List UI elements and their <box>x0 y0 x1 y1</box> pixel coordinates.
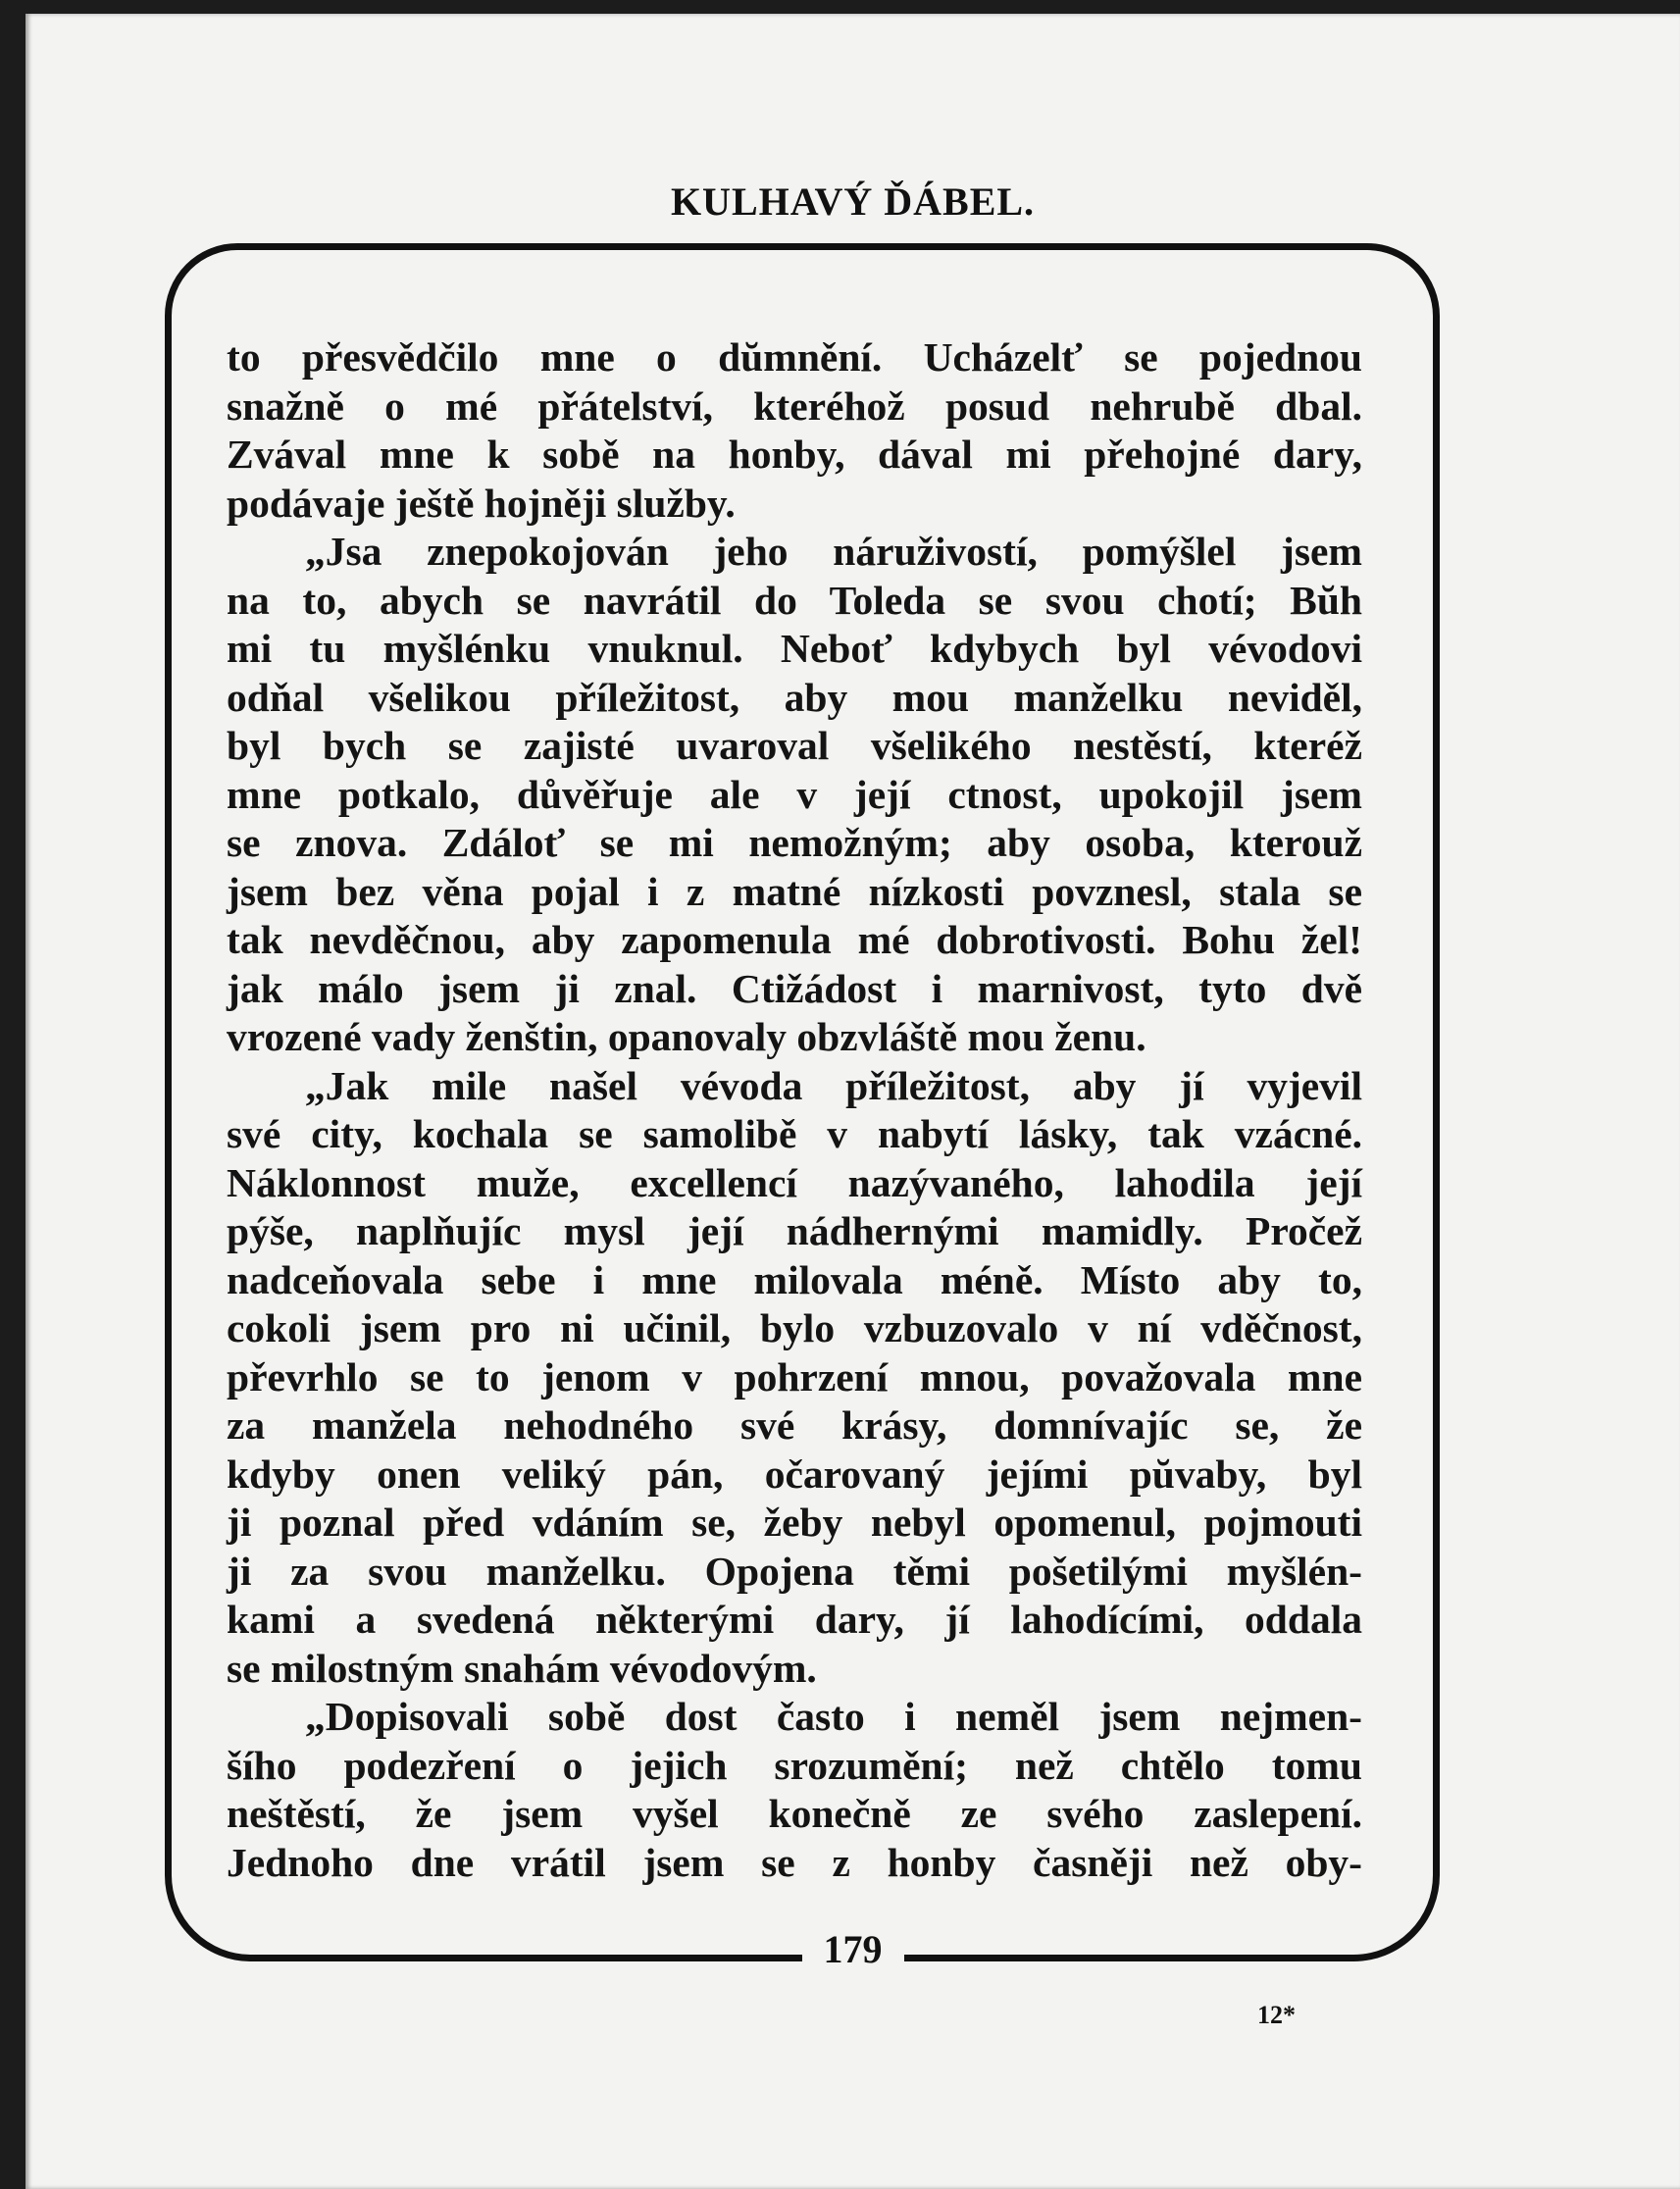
page-number-row <box>25 1926 1680 1972</box>
text-line: jak málo jsem ji znal. Ctižádost i marnivost, tyto dvě <box>227 965 1362 1011</box>
text-line: „Jsa znepokojován jeho náruživostí, pomýšlel jsem <box>305 529 1362 574</box>
text-line: ji poznal před vdáním se, žeby nebyl opomenul, pojmouti <box>227 1500 1362 1545</box>
text-line: převrhlo se to jenom v pohrzení mnou, považovala mne <box>227 1353 1362 1400</box>
text-line: snažně o mé přátelství, kteréhož posud nehrubě dbal. <box>227 382 1362 429</box>
text-line: „Jak mile našel vévoda příležitost, aby jí vyjevil <box>305 1062 1362 1108</box>
book-page <box>25 14 1680 2189</box>
text-line: Zvával mne k sobě na honby, dával mi přehojné dary, <box>227 432 1362 477</box>
text-line: byl bych se zajisté uvaroval všelikého nestěstí, kteréž <box>227 723 1362 768</box>
text-line: cokoli jsem pro ni učinil, bylo vzbuzovalo v ní vděčnost, <box>227 1305 1362 1350</box>
text-line: podávaje ještě hojněji služby. <box>227 480 736 526</box>
text-line: se milostným snahám vévodovým. <box>227 1645 817 1691</box>
text-line: jsem bez věna pojal i z matné nízkosti povznesl, stala se <box>227 868 1362 914</box>
text-line: na to, abych se navrátil do Toleda se svou chotí; Bŭh <box>227 577 1362 623</box>
text-line: neštěstí, že jsem vyšel konečně ze svého zaslepení. <box>227 1791 1362 1836</box>
text-line: tak nevděčnou, aby zapomenula mé dobrotivosti. Bohu žel! <box>227 917 1362 962</box>
text-line: to přesvědčilo mne o dŭmnění. Ucházelť se pojednou <box>227 334 1362 380</box>
text-line: se znova. Zdáloť se mi nemožným; aby osoba, kterouž <box>227 820 1362 865</box>
text-line: své city, kochala se samolibě v nabytí lásky, tak vzácné. <box>227 1111 1362 1156</box>
text-line: nadceňovala sebe i mne milovala méně. Místo aby to, <box>227 1256 1362 1302</box>
signature-mark: 12* <box>1257 2001 1296 2029</box>
text-line: vrozené vady ženštin, opanovaly obzvláště mou ženu. <box>227 1014 1146 1059</box>
text-line: Náklonnost muže, excellencí nazývaného, lahodila její <box>227 1159 1362 1205</box>
text-line: „Dopisovali sobě dost často i neměl jsem nejmen- <box>305 1694 1362 1739</box>
text-line: kdyby onen veliký pán, očarovaný jejími pŭvaby, byl <box>227 1451 1362 1497</box>
body-text <box>227 333 1362 1887</box>
text-line: odňal všelikou příležitost, aby mou manželku neviděl, <box>227 674 1362 720</box>
text-line: šího podezření o jejich srozumění; než chtělo tomu <box>227 1742 1362 1788</box>
text-line: mne potkalo, důvěřuje ale v její ctnost, upokojil jsem <box>227 771 1362 817</box>
text-line: Jednoho dne vrátil jsem se z honby časněji než oby- <box>227 1839 1362 1885</box>
text-line: pýše, naplňujíc mysl její nádhernými mamidly. Pročež <box>227 1208 1362 1253</box>
text-line: kami a svedená některými dary, jí lahodícími, oddala <box>227 1597 1362 1642</box>
page-number: 179 <box>802 1927 904 1971</box>
text-line: za manžela nehodného své krásy, domnívajíc se, že <box>227 1402 1362 1448</box>
running-title: KULHAVÝ ĎÁBEL. <box>670 179 1036 224</box>
text-line: mi tu myšlénku vnuknul. Neboť kdybych byl vévodovi <box>227 626 1362 671</box>
text-line: ji za svou manželku. Opojena těmi pošetilými myšlén- <box>227 1548 1362 1594</box>
